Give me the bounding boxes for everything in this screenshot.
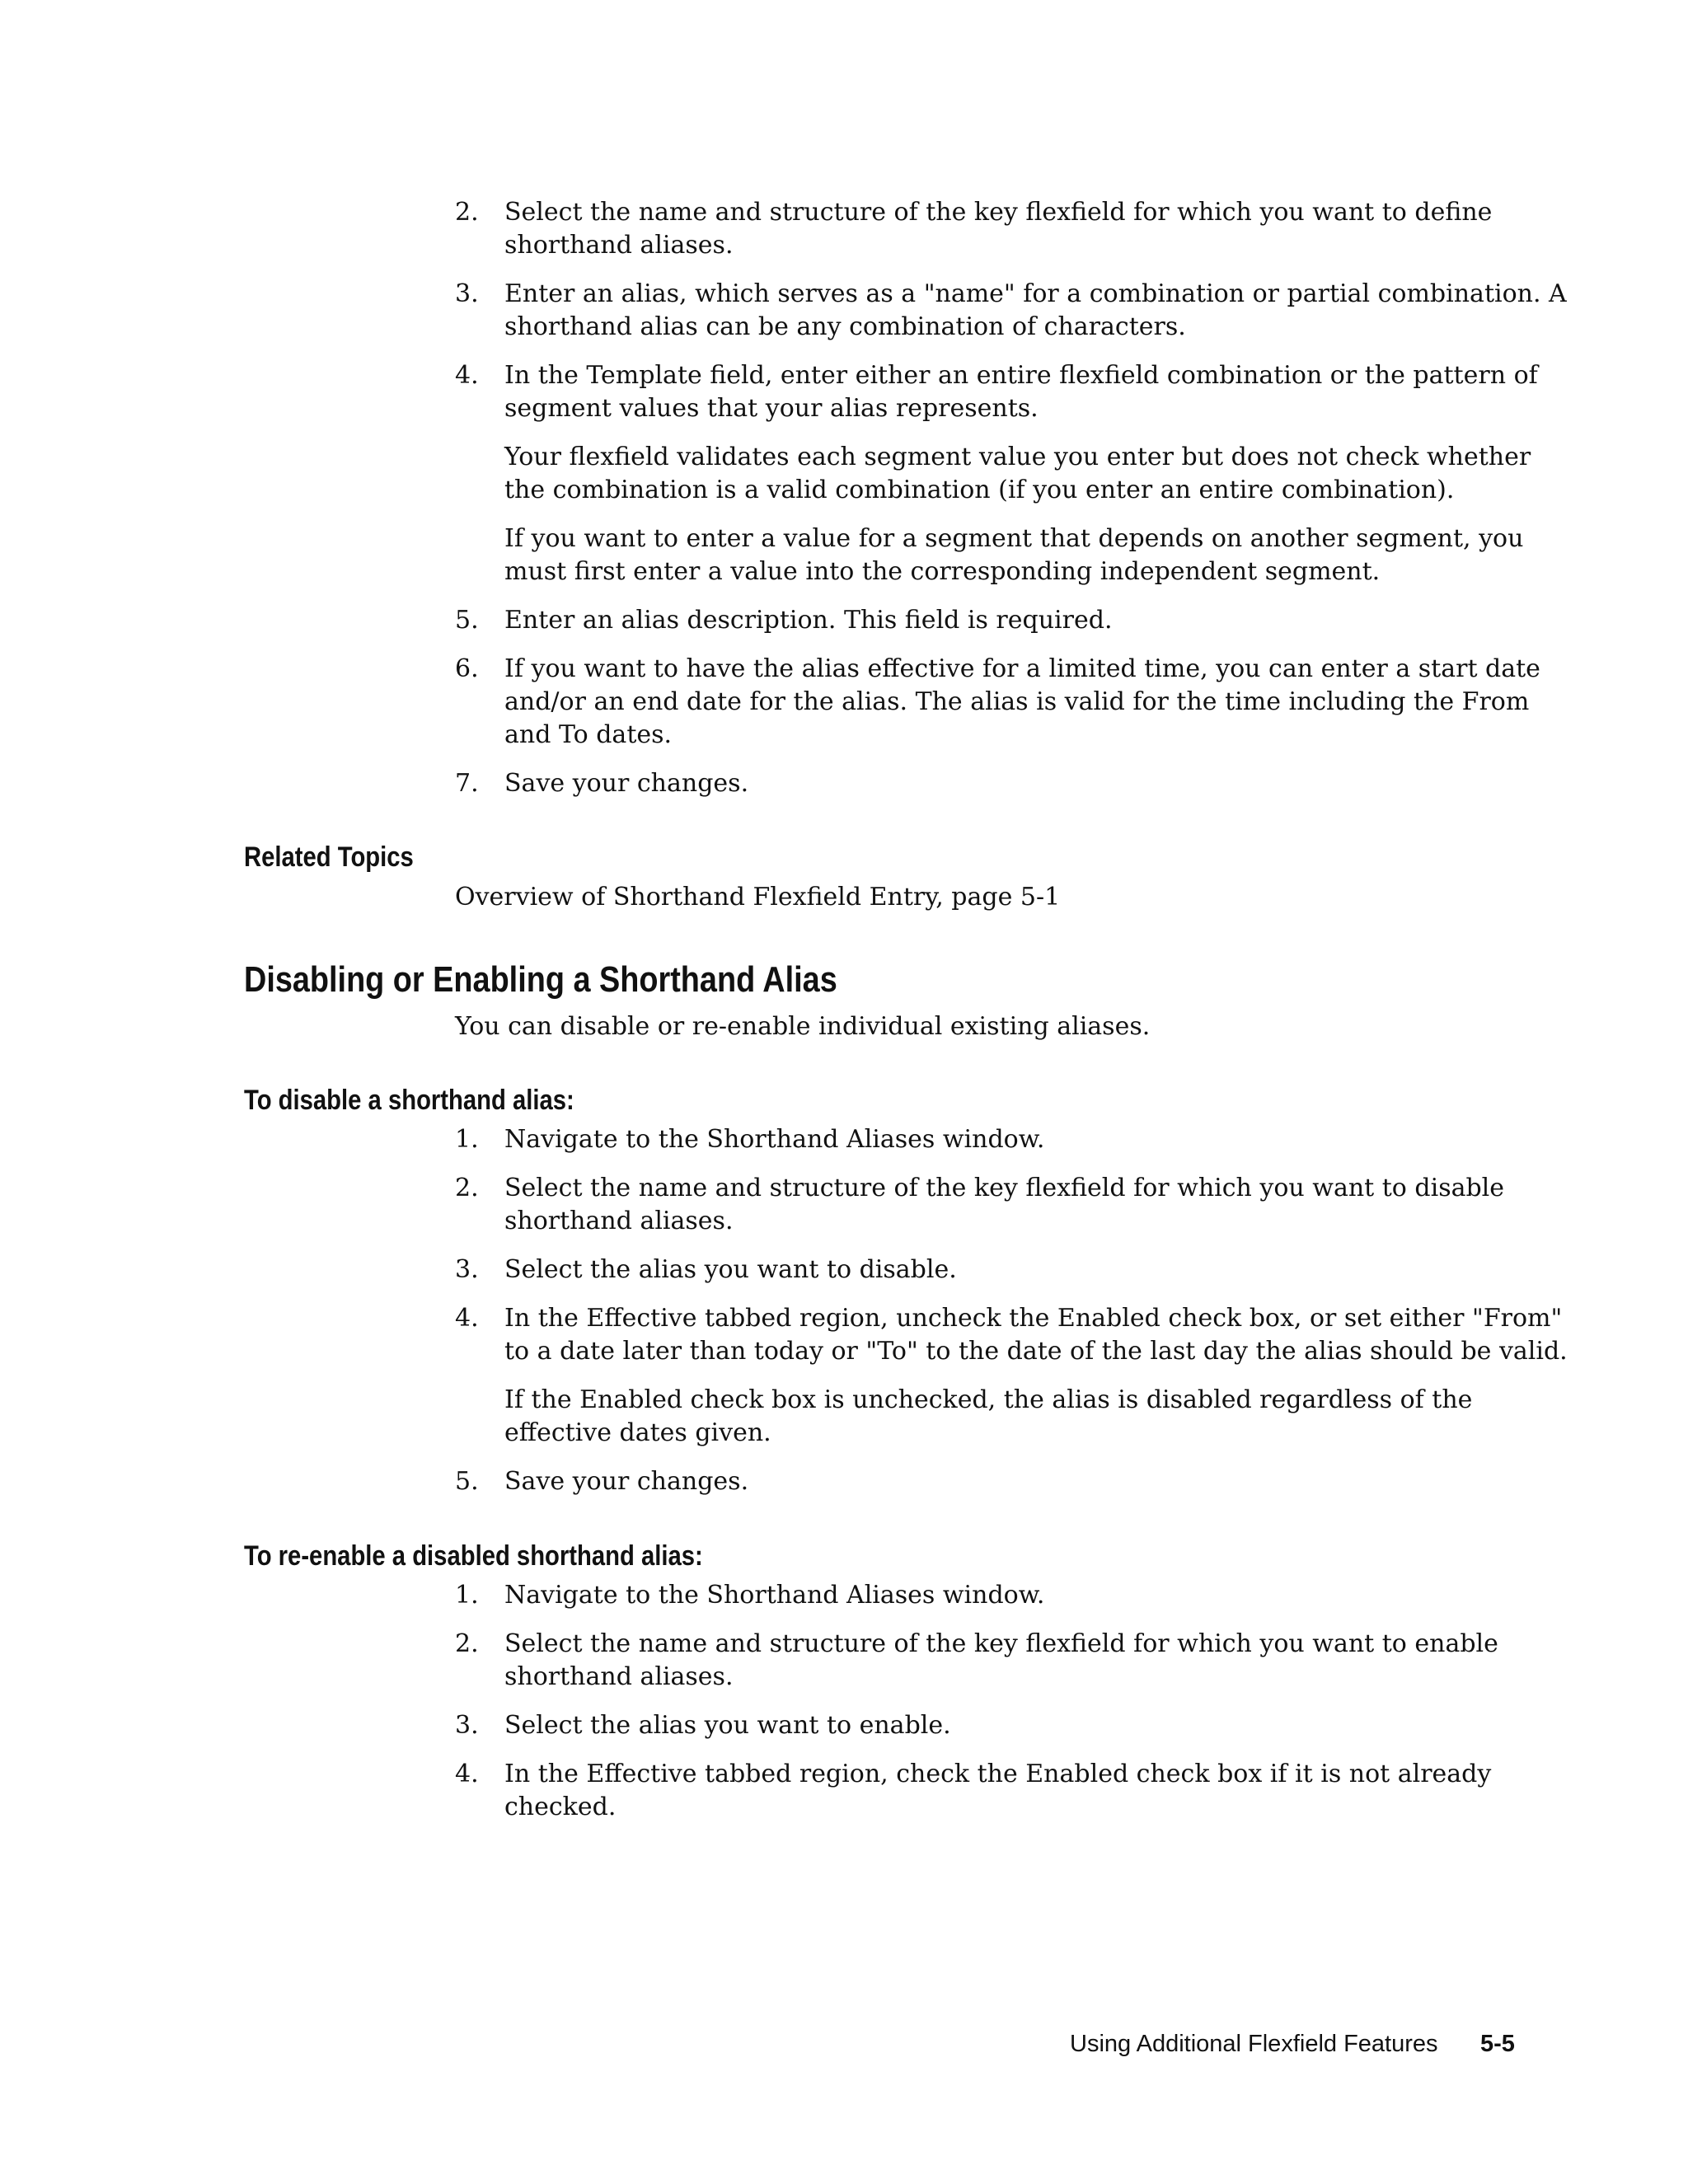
section-intro: You can disable or re-enable individual existing aliases. — [455, 1012, 1151, 1041]
step-number: 1. — [455, 1125, 479, 1154]
step-number: 7. — [455, 769, 479, 798]
step-number: 1. — [455, 1581, 479, 1610]
step-text: In the Template field, enter either an entire flexfield combination or the pattern of segment values that your alias represents. — [504, 361, 1538, 423]
step-number: 3. — [455, 1255, 479, 1284]
step-note: If you want to enter a value for a segment that depends on another segment, you must first enter a value into the corresponding independent segment. — [504, 524, 1524, 586]
step-text: In the Effective tabbed region, uncheck the Enabled check box, or set either "From" to a date later than today or "To" to the date of the last day the alias should be valid. — [504, 1304, 1568, 1366]
step-text: Select the alias you want to disable. — [504, 1255, 957, 1284]
step-note: If the Enabled check box is unchecked, the alias is disabled regardless of the effective dates given. — [504, 1385, 1473, 1447]
step-text: Enter an alias description. This field is required. — [504, 606, 1113, 635]
step-number: 4. — [455, 361, 479, 390]
step-number: 4. — [455, 1304, 479, 1333]
step-text: Select the name and structure of the key flexfield for which you want to disable shorthand aliases. — [504, 1174, 1505, 1235]
step-text: Navigate to the Shorthand Aliases window. — [504, 1581, 1045, 1610]
step-number: 5. — [455, 1467, 479, 1496]
step-number: 2. — [455, 1629, 479, 1658]
step-number: 2. — [455, 198, 479, 227]
step-text: If you want to have the alias effective for a limited time, you can enter a start date and/or an end date for the alias. The alias is valid for the time including the From and To dates. — [504, 654, 1540, 749]
step-text: In the Effective tabbed region, check the Enabled check box if it is not already checked. — [504, 1760, 1492, 1821]
step-text: Select the alias you want to enable. — [504, 1711, 951, 1740]
footer-page-number: 5-5 — [1480, 2031, 1515, 2057]
section-title: Disabling or Enabling a Shorthand Alias — [244, 959, 837, 1000]
step-text: Navigate to the Shorthand Aliases window. — [504, 1125, 1045, 1154]
step-text: Save your changes. — [504, 1467, 749, 1496]
step-number: 4. — [455, 1760, 479, 1788]
step-text: Select the name and structure of the key flexfield for which you want to define shorthand aliases. — [504, 198, 1493, 260]
step-number: 5. — [455, 606, 479, 635]
step-number: 3. — [455, 279, 479, 308]
procedure-heading: To re-enable a disabled shorthand alias: — [244, 1540, 703, 1572]
step-number: 6. — [455, 654, 479, 683]
step-number: 2. — [455, 1174, 479, 1202]
step-number: 3. — [455, 1711, 479, 1740]
procedure-heading: To disable a shorthand alias: — [244, 1085, 574, 1116]
step-text: Save your changes. — [504, 769, 749, 798]
step-text: Select the name and structure of the key flexfield for which you want to enable shorthand aliases. — [504, 1629, 1498, 1691]
related-topic-link[interactable]: Overview of Shorthand Flexfield Entry, page 5-1 — [455, 883, 1061, 912]
related-topics-heading: Related Topics — [244, 841, 414, 873]
step-note: Your flexfield validates each segment value you enter but does not check whether the combination is a valid combination (if you enter an entire combination). — [504, 443, 1531, 504]
step-text: Enter an alias, which serves as a "name" for a combination or partial combination. A shorthand alias can be any combination of characters. — [504, 279, 1567, 341]
footer-chapter-title: Using Additional Flexfield Features — [1070, 2031, 1438, 2057]
